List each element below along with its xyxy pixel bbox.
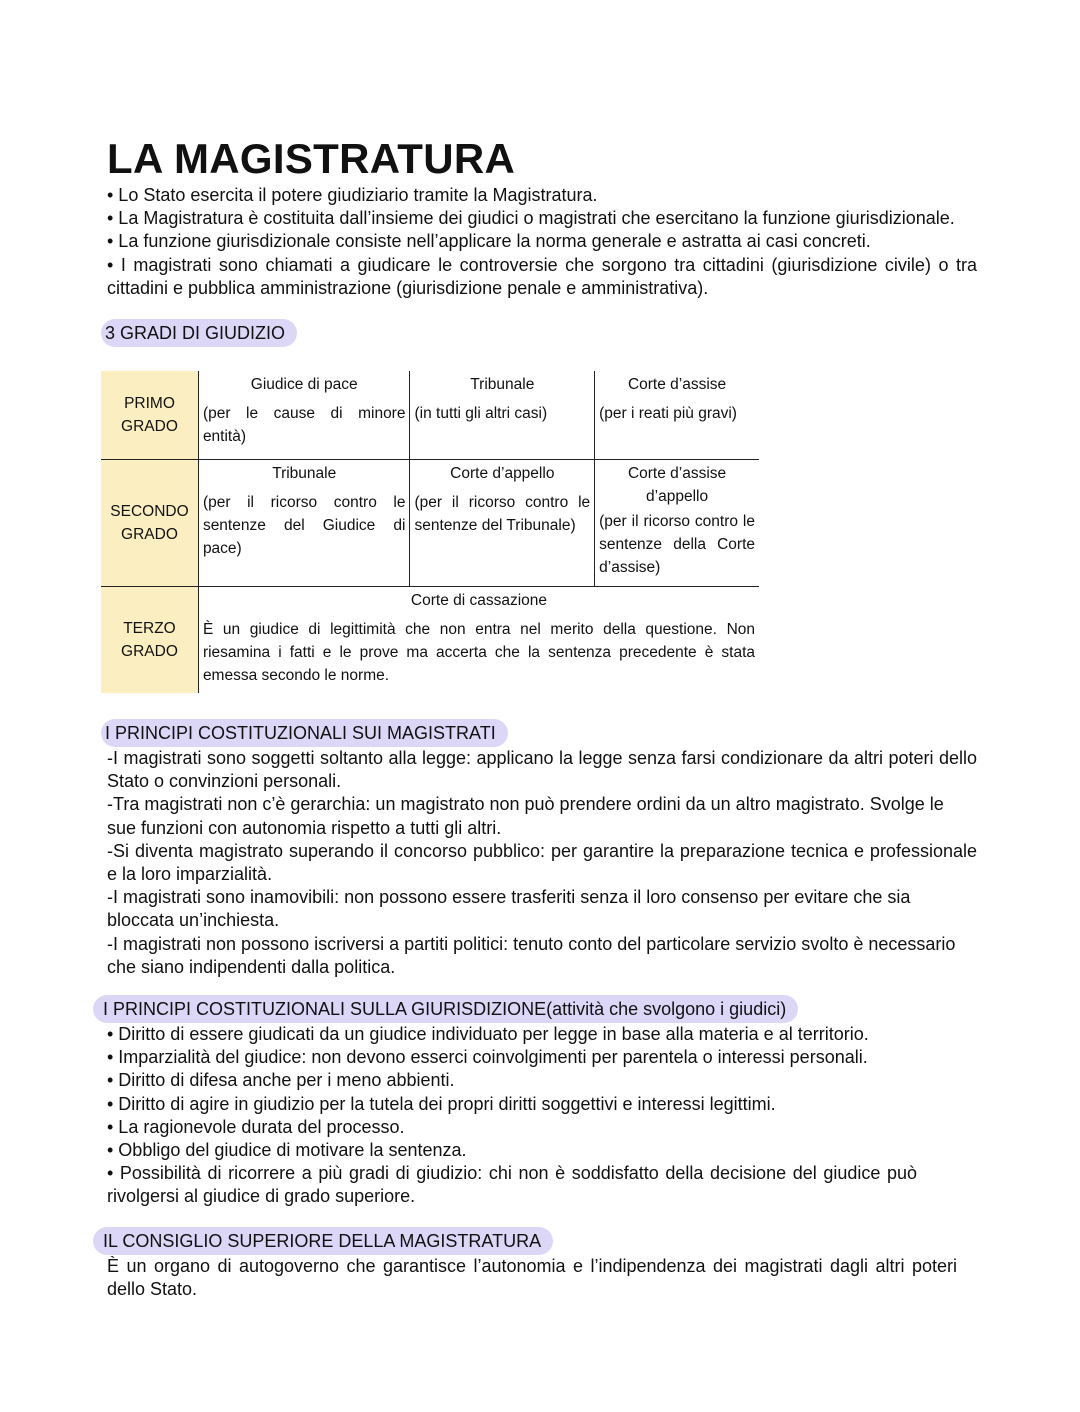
list-item: -I magistrati sono soggetti soltanto alla legge: applicano la legge senza farsi condizionare da altri poteri dello Stato o convinzioni personali. — [107, 748, 977, 792]
principi-magistrati-section — [107, 719, 977, 979]
section-heading-magistrati: I PRINCIPI COSTITUZIONALI SUI MAGISTRATI — [101, 719, 508, 747]
intro-section — [107, 184, 977, 300]
table-row-terzo — [101, 587, 759, 694]
list-item: -Si diventa magistrato superando il concorso pubblico: per garantire la preparazione tecnica e professionale e la loro imparzialità. — [107, 840, 977, 885]
table-cell: Corte d’appello (per il ricorso contro le sentenze del Tribunale) — [410, 460, 595, 587]
table-cell: Giudice di pace (per le cause di minore entità) — [198, 371, 410, 460]
grade-label: PRIMO GRADO — [101, 371, 198, 460]
list-item: -Tra magistrati non c’è gerarchia: un magistrato non può prendere ordini da un altro magistrato. Svolge le sue funzioni con autonomia rispetto a tutti gli altri. — [107, 794, 944, 838]
section-heading-giurisdizione: I PRINCIPI COSTITUZIONALI SULLA GIURISDIZIONE(attività che svolgono i giudici) — [93, 995, 798, 1023]
csm-text: È un organo di autogoverno che garantisce l’autonomia e l’indipendenza dei magistrati dagli altri poteri dello Stato. — [107, 1256, 957, 1300]
document-page — [107, 134, 977, 347]
table-cell: Corte d’assise (per i reati più gravi) — [595, 371, 759, 460]
gradi-table — [101, 371, 759, 693]
table-row-primo — [101, 371, 759, 460]
intro-line: • I magistrati sono chiamati a giudicare le controversie che sorgono tra cittadini (giurisdizione civile) o tra cittadini e pubblica amministrazione (giurisdizione penale e amministrativa). — [107, 254, 977, 298]
table-cell: Tribunale (per il ricorso contro le sentenze del Giudice di pace) — [198, 460, 410, 587]
table-cell: Tribunale (in tutti gli altri casi) — [410, 371, 595, 460]
page-title: LA MAGISTRATURA — [107, 135, 516, 182]
list-item: • Diritto di essere giudicati da un giudice individuato per legge in base alla materia e al territorio. — [107, 1024, 869, 1044]
grade-label: SECONDO GRADO — [101, 460, 198, 587]
list-item: • Imparzialità del giudice: non devono esserci coinvolgimenti per parentela o interessi personali. — [107, 1047, 868, 1068]
table-cell: Corte d’assise d’appello (per il ricorso contro le sentenze della Corte d’assise) — [595, 460, 759, 587]
list-item: • Obbligo del giudice di motivare la sentenza. — [107, 1140, 467, 1161]
section-heading-gradi: 3 GRADI DI GIUDIZIO — [101, 319, 297, 347]
list-item: • Diritto di difesa anche per i meno abbienti. — [107, 1070, 455, 1091]
intro-line: • Lo Stato esercita il potere giudiziario tramite la Magistratura. — [107, 185, 598, 205]
table-row-secondo — [101, 460, 759, 587]
principi-giurisdizione-section — [103, 995, 977, 1209]
csm-section — [103, 1227, 977, 1301]
grade-label: TERZO GRADO — [101, 587, 198, 694]
list-item: -I magistrati sono inamovibili: non possono essere trasferiti senza il loro consenso per evitare che sia bloccata un’inchiesta. — [107, 887, 911, 931]
list-item: -I magistrati non possono iscriversi a partiti politici: tenuto conto del particolare servizio svolto è necessario che siano indipendenti dalla politica. — [107, 933, 956, 977]
table-cell: Corte di cassazione È un giudice di legittimità che non entra nel merito della questione. Non riesamina i fatti e le prove ma accerta che la sentenza precedente è stata emessa secondo le norme. — [198, 587, 759, 694]
list-item: • Possibilità di ricorrere a più gradi di giudizio: chi non è soddisfatto della decisione del giudice può rivolgersi al giudice di grado superiore. — [107, 1163, 917, 1207]
list-item: • La ragionevole durata del processo. — [107, 1116, 405, 1137]
section-heading-csm: IL CONSIGLIO SUPERIORE DELLA MAGISTRATURA — [93, 1227, 553, 1255]
intro-line: • La Magistratura è costituita dall’insieme dei giudici o magistrati che esercitano la funzione giurisdizionale. — [107, 208, 955, 229]
list-item: • Diritto di agire in giudizio per la tutela dei propri diritti soggettivi e interessi legittimi. — [107, 1093, 776, 1114]
intro-line: • La funzione giurisdizionale consiste nell’applicare la norma generale e astratta ai casi concreti. — [107, 231, 871, 252]
